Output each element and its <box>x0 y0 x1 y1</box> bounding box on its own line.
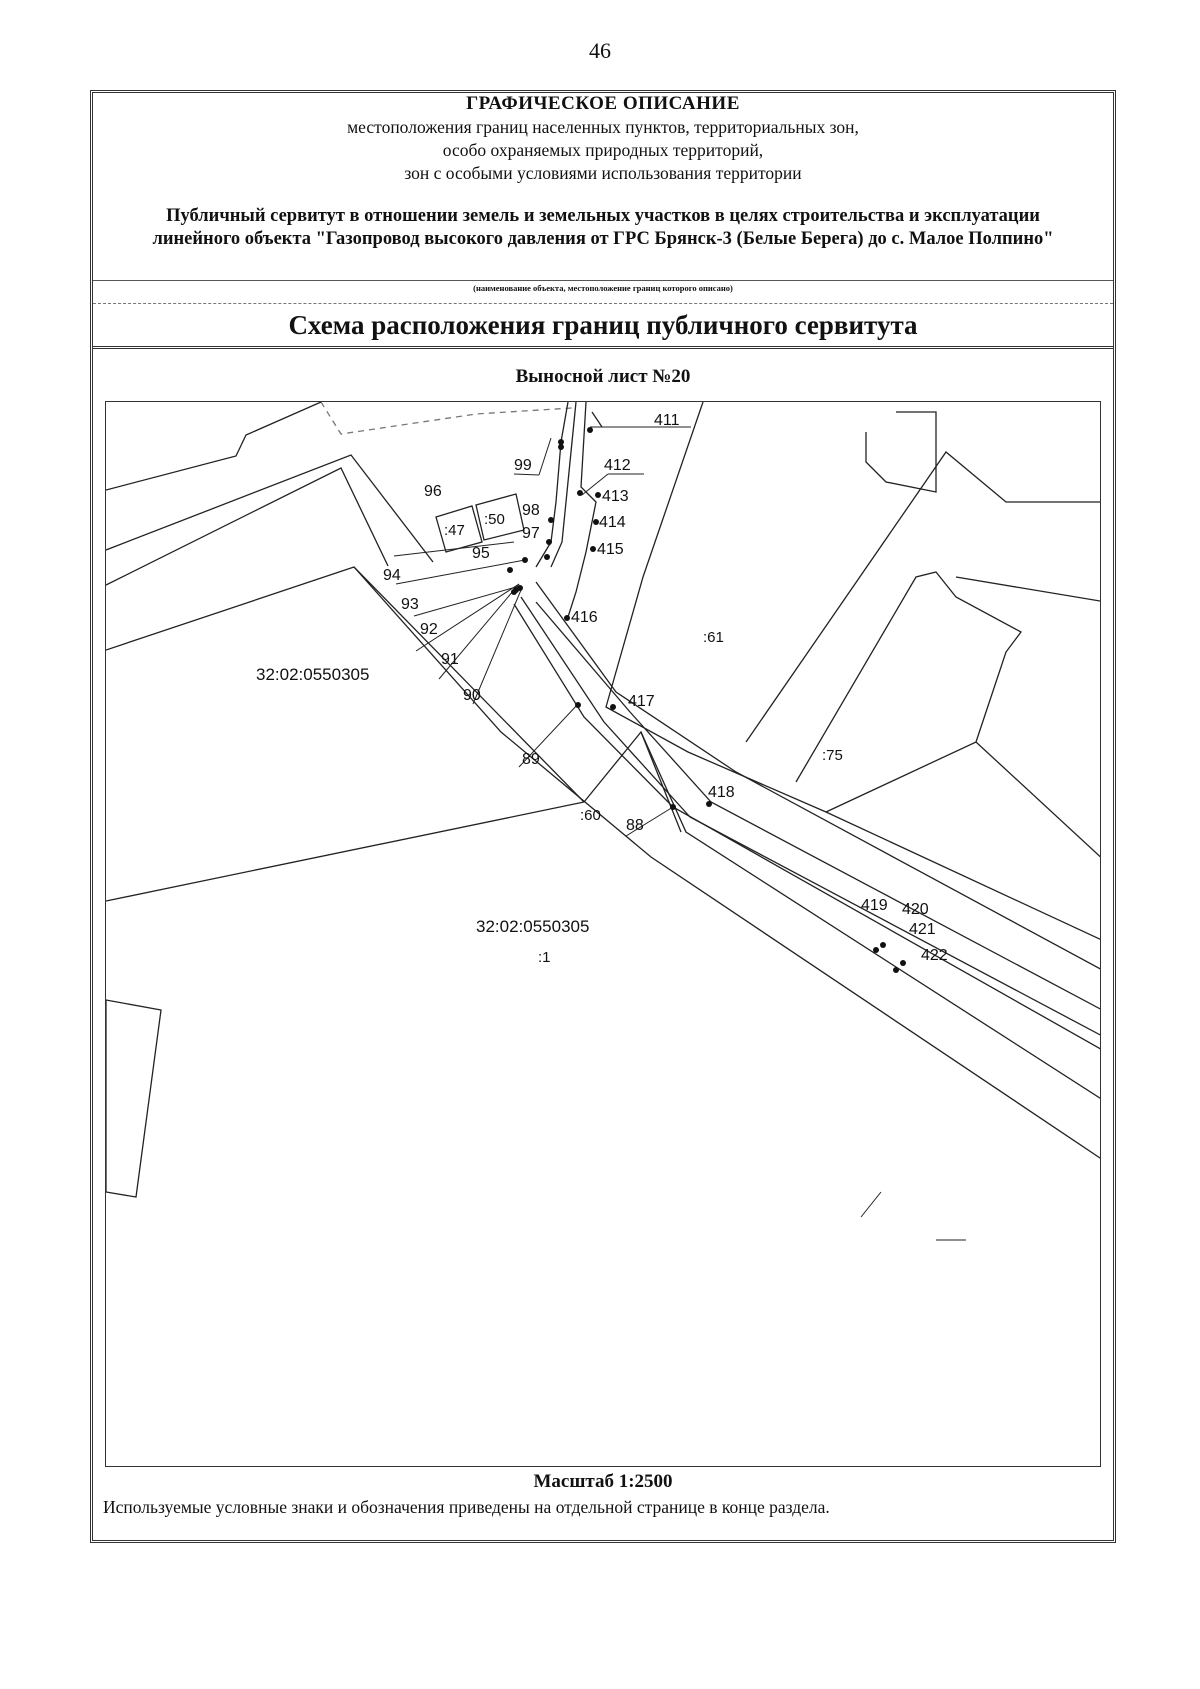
object-caption: (наименование объекта, местоположение границ которого описано) <box>473 283 733 293</box>
point-label-416: 416 <box>571 609 598 626</box>
sheet-title: Выносной лист №20 <box>515 366 691 387</box>
page-number: 46 <box>589 38 611 63</box>
point-label-412: 412 <box>604 457 631 474</box>
point-label-414: 414 <box>599 514 626 531</box>
boundary-points <box>507 427 906 973</box>
road-east-edge <box>606 402 1101 942</box>
point-label-96: 96 <box>424 483 442 500</box>
point-label-98: 98 <box>522 502 540 519</box>
parcel-label-west: 32:02:0550305 <box>256 665 370 684</box>
parcel-left-outer <box>106 567 584 901</box>
corridor-a <box>536 402 568 567</box>
servitude-line-3 <box>536 602 1101 1012</box>
point-label-89: 89 <box>522 751 540 768</box>
point-label-420: 420 <box>902 901 929 918</box>
caption-divider <box>93 303 1113 304</box>
scale-label: Масштаб 1:2500 <box>533 1471 673 1492</box>
dashed-boundary <box>321 402 572 434</box>
point-label-97: 97 <box>522 525 540 542</box>
road-band-top <box>106 402 321 490</box>
road-band-lower <box>106 455 433 562</box>
point-label-417: 417 <box>628 693 655 710</box>
point-label-413: 413 <box>602 488 629 505</box>
strip-60-edge <box>584 732 1101 1102</box>
point-label-94: 94 <box>383 567 401 584</box>
point-label-415: 415 <box>597 541 624 558</box>
servitude-line-2 <box>521 597 1101 1038</box>
point-label-99: 99 <box>514 457 532 474</box>
cadastral-map <box>106 402 1101 1467</box>
header-box <box>93 93 1113 349</box>
parcel-label-60: :60 <box>580 807 601 824</box>
building-ne-2 <box>956 577 1101 602</box>
parcel-label-south: 32:02:0550305 <box>476 917 590 936</box>
object-description: Публичный сервитут в отношении земель и земельных участков в целях строительства и эксплуатации линейного объекта "Газопровод высокого давления от ГРС Брянск-3 (Белые Берега) до с. Малое Полпино" <box>152 206 1054 249</box>
header-title: ГРАФИЧЕСКОЕ ОПИСАНИЕ <box>466 93 740 114</box>
point-label-421: 421 <box>909 921 936 938</box>
point-label-95: 95 <box>472 545 490 562</box>
servitude-line-4 <box>536 582 1101 972</box>
parcel-label-1: :1 <box>538 949 551 966</box>
point-label-88: 88 <box>626 817 644 834</box>
map-frame <box>105 401 1101 1467</box>
header-subtitle-1: местоположения границ населенных пунктов, территориальных зон, <box>347 117 859 137</box>
point-label-92: 92 <box>420 621 438 638</box>
building-sw <box>106 1000 161 1197</box>
point-label-419: 419 <box>861 897 888 914</box>
object-underline <box>93 280 1113 281</box>
parcel-label-47: :47 <box>444 522 465 539</box>
point-label-90: 90 <box>463 687 481 704</box>
corridor-d <box>592 412 602 427</box>
parcel-label-50: :50 <box>484 511 505 528</box>
point-label-422: 422 <box>921 947 948 964</box>
point-label-91: 91 <box>441 651 459 668</box>
parcel-strip-west <box>354 567 1101 1162</box>
point-label-411: 411 <box>654 412 680 429</box>
point-label-418: 418 <box>708 784 735 801</box>
point-label-93: 93 <box>401 596 419 613</box>
parcel-label-75: :75 <box>822 747 843 764</box>
parcel-label-61: :61 <box>703 629 724 646</box>
legend-note: Используемые условные знаки и обозначения приведены на отдельной странице в конце раздела. <box>103 1497 830 1517</box>
header-subtitle-3: зон с особыми условиями использования территории <box>404 163 802 183</box>
servitude-line-1 <box>514 604 1101 1052</box>
building-ne <box>866 412 936 492</box>
header-subtitle-2: особо охраняемых природных территорий, <box>442 140 764 160</box>
scheme-title: Схема расположения границ публичного сервитута <box>288 310 918 340</box>
road-band-inner <box>106 468 388 585</box>
